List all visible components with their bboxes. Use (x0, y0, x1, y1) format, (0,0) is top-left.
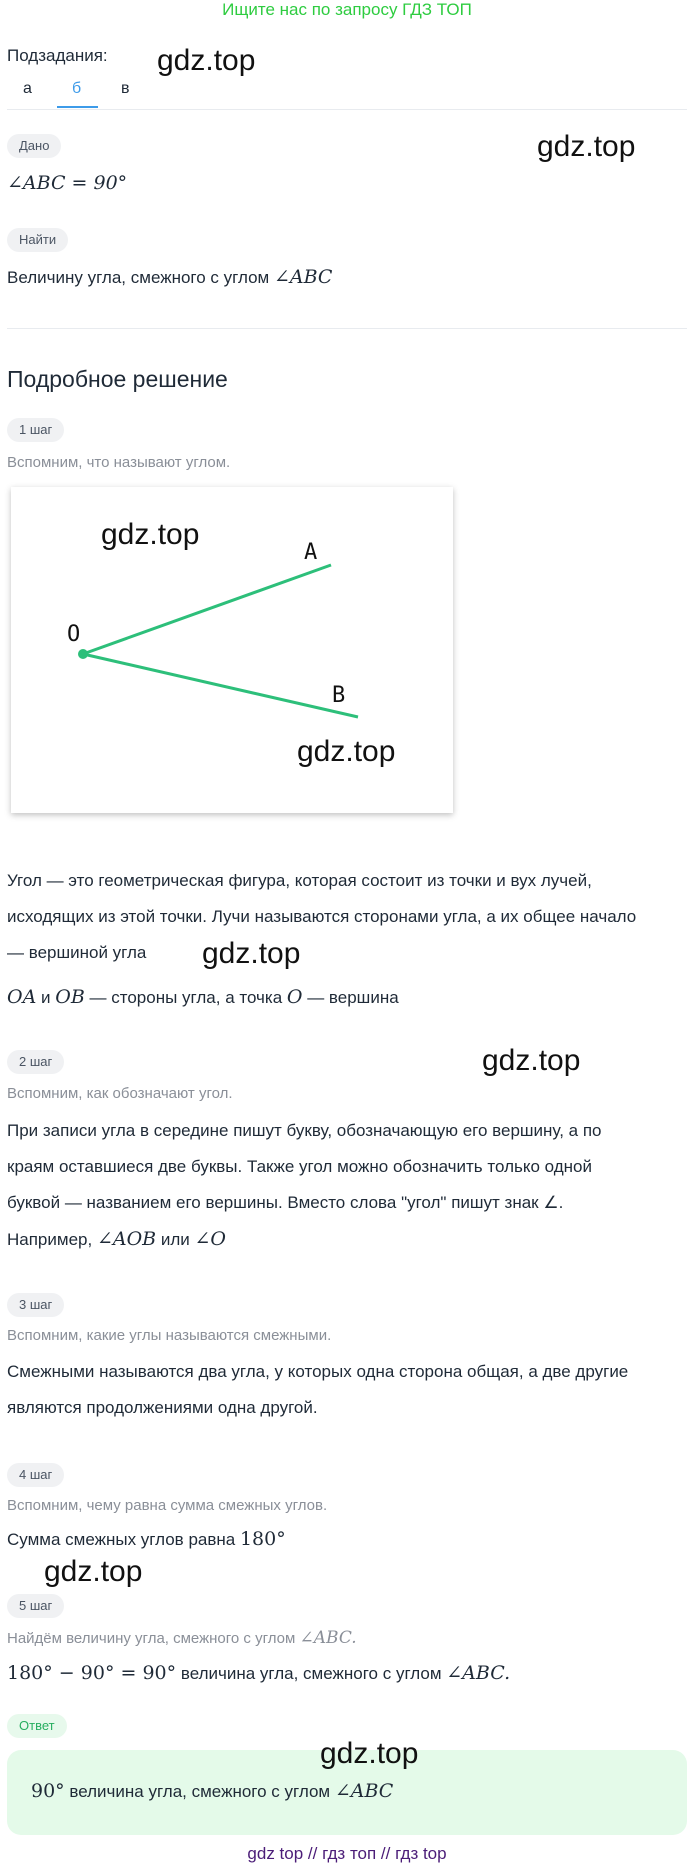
angle-figure (11, 487, 453, 813)
find-expression: ∠ABC (273, 266, 333, 288)
step-4-expression: 180° (239, 1528, 286, 1550)
label-b: B (332, 683, 346, 708)
vertex-point (78, 649, 88, 659)
angle-diagram (11, 487, 453, 813)
label-o: O (67, 622, 81, 647)
answer-badge: Ответ (7, 1714, 67, 1738)
watermark: gdz.top (44, 1555, 143, 1588)
step-3-badge: 3 шаг (7, 1293, 64, 1317)
step-1-badge: 1 шаг (7, 418, 64, 442)
ray-ob (83, 654, 358, 717)
side-ob: OB (55, 986, 85, 1008)
step-1-line: — вершиной угла (7, 943, 147, 962)
tab-b[interactable]: б (72, 80, 82, 97)
footer-links[interactable]: gdz top // гдз топ // гдз top (247, 1844, 447, 1863)
step-5-hint-expression: ∠ABC. (299, 1628, 357, 1648)
divider (7, 109, 687, 110)
label-a: A (304, 540, 318, 565)
side-oa: OA (7, 986, 37, 1008)
step-2-hint: Вспомним, как обозначают угол. (7, 1085, 233, 1102)
step-2-badge: 2 шаг (7, 1050, 64, 1074)
step-3-hint: Вспомним, какие углы называются смежными. (7, 1327, 332, 1344)
step-2-line: При записи угла в середине пишут букву, обозначающую его вершину, а по (7, 1121, 602, 1140)
find-label: Величину угла, смежного с углом (7, 268, 270, 287)
given-badge: Дано (7, 134, 61, 158)
step-1-sides (7, 986, 399, 1008)
step-2-line: краям оставшиеся две буквы. Также угол можно обозначить только одной (7, 1157, 592, 1176)
step-5-text: величина угла, смежного с углом (176, 1664, 447, 1683)
find-badge: Найти (7, 228, 68, 252)
step-4-text (7, 1528, 286, 1550)
example-or: или (156, 1230, 195, 1249)
watermark: gdz.top (157, 44, 256, 77)
watermark: gdz.top (482, 1044, 581, 1077)
watermark: gdz.top (101, 518, 200, 551)
ray-oa (83, 565, 331, 654)
step-5-hint-text: Найдём величину угла, смежного с углом (7, 1630, 300, 1647)
step-2-example (7, 1228, 226, 1250)
divider (7, 328, 687, 329)
find-text (7, 266, 332, 288)
step-3-line: являются продолжениями одна другой. (7, 1398, 318, 1417)
watermark: gdz.top (297, 735, 396, 768)
tab-a[interactable]: а (23, 80, 32, 97)
step-2-line: буквой — названием его вершины. Вместо слова "угол" пишут знак ∠. (7, 1193, 564, 1212)
watermark: gdz.top (320, 1737, 419, 1770)
example-o: ∠O (194, 1228, 226, 1250)
answer-expression: ∠ABC (334, 1780, 394, 1802)
example-aob: ∠AOB (96, 1228, 157, 1250)
given-expression: ∠ABC = 90° (7, 172, 128, 194)
step-1-line: исходящих из этой точки. Лучи называются сторонами угла, а их общее начало (7, 907, 637, 926)
subtasks-label: Подзадания: (7, 46, 108, 65)
step-5-expression: ∠ABC. (446, 1662, 511, 1684)
example-prefix: Например, (7, 1230, 97, 1249)
step-1-hint: Вспомним, что называют углом. (7, 454, 231, 471)
vertex-o: O (286, 986, 303, 1008)
step-5-calculation (7, 1662, 510, 1684)
watermark: gdz.top (537, 130, 636, 163)
answer-label: величина угла, смежного с углом (64, 1782, 335, 1801)
step-4-badge: 4 шаг (7, 1463, 64, 1487)
sides-end: — вершина (302, 988, 399, 1007)
active-tab-indicator (57, 106, 98, 108)
step-5-badge: 5 шаг (7, 1594, 64, 1618)
tab-v[interactable]: в (121, 80, 130, 97)
answer-value: 90° (31, 1780, 65, 1802)
search-banner[interactable]: Ищите нас по запросу ГДЗ ТОП (222, 0, 472, 19)
sides-and: и (36, 988, 56, 1007)
step-3-line: Смежными называются два угла, у которых одна сторона общая, а две другие (7, 1362, 629, 1381)
step-4-label: Сумма смежных углов равна (7, 1530, 240, 1549)
sides-mid: — стороны угла, а точка (84, 988, 287, 1007)
step-1-line: Угол — это геометрическая фигура, которая состоит из точки и вух лучей, (7, 871, 592, 890)
answer-text (31, 1780, 393, 1802)
solution-heading: Подробное решение (7, 366, 228, 392)
step-5-hint (7, 1628, 357, 1648)
step-5-calc: 180° − 90° = 90° (7, 1662, 177, 1684)
watermark: gdz.top (202, 937, 301, 970)
step-4-hint: Вспомним, чему равна сумма смежных углов. (7, 1497, 328, 1514)
